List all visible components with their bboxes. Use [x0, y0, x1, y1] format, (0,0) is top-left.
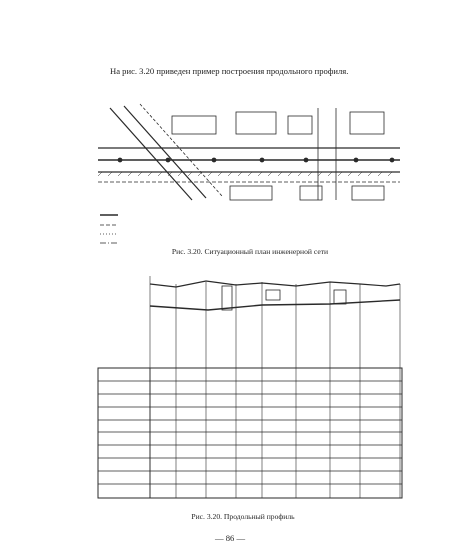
- pipe-line: [150, 300, 400, 310]
- profile-table-rows: [98, 368, 402, 498]
- profile-drawing: [98, 276, 402, 498]
- ground-line: [150, 281, 400, 287]
- figure-2-caption: [118, 512, 368, 522]
- profile-well: [222, 286, 232, 310]
- profile-well: [334, 290, 346, 304]
- figure-1-caption: Рис. 3.20. Ситуационный план инженерной сети: [171, 247, 329, 256]
- section-lines: [150, 276, 400, 498]
- page-number: — 86 —: [214, 533, 246, 543]
- text-line: На рис. 3.20 приведен пример построения продольного профиля.: [110, 66, 349, 76]
- profile-well: [266, 290, 280, 300]
- caption-line: Рис. 3.20. Продольный профиль: [191, 512, 295, 521]
- profile-table-frame: [98, 368, 402, 498]
